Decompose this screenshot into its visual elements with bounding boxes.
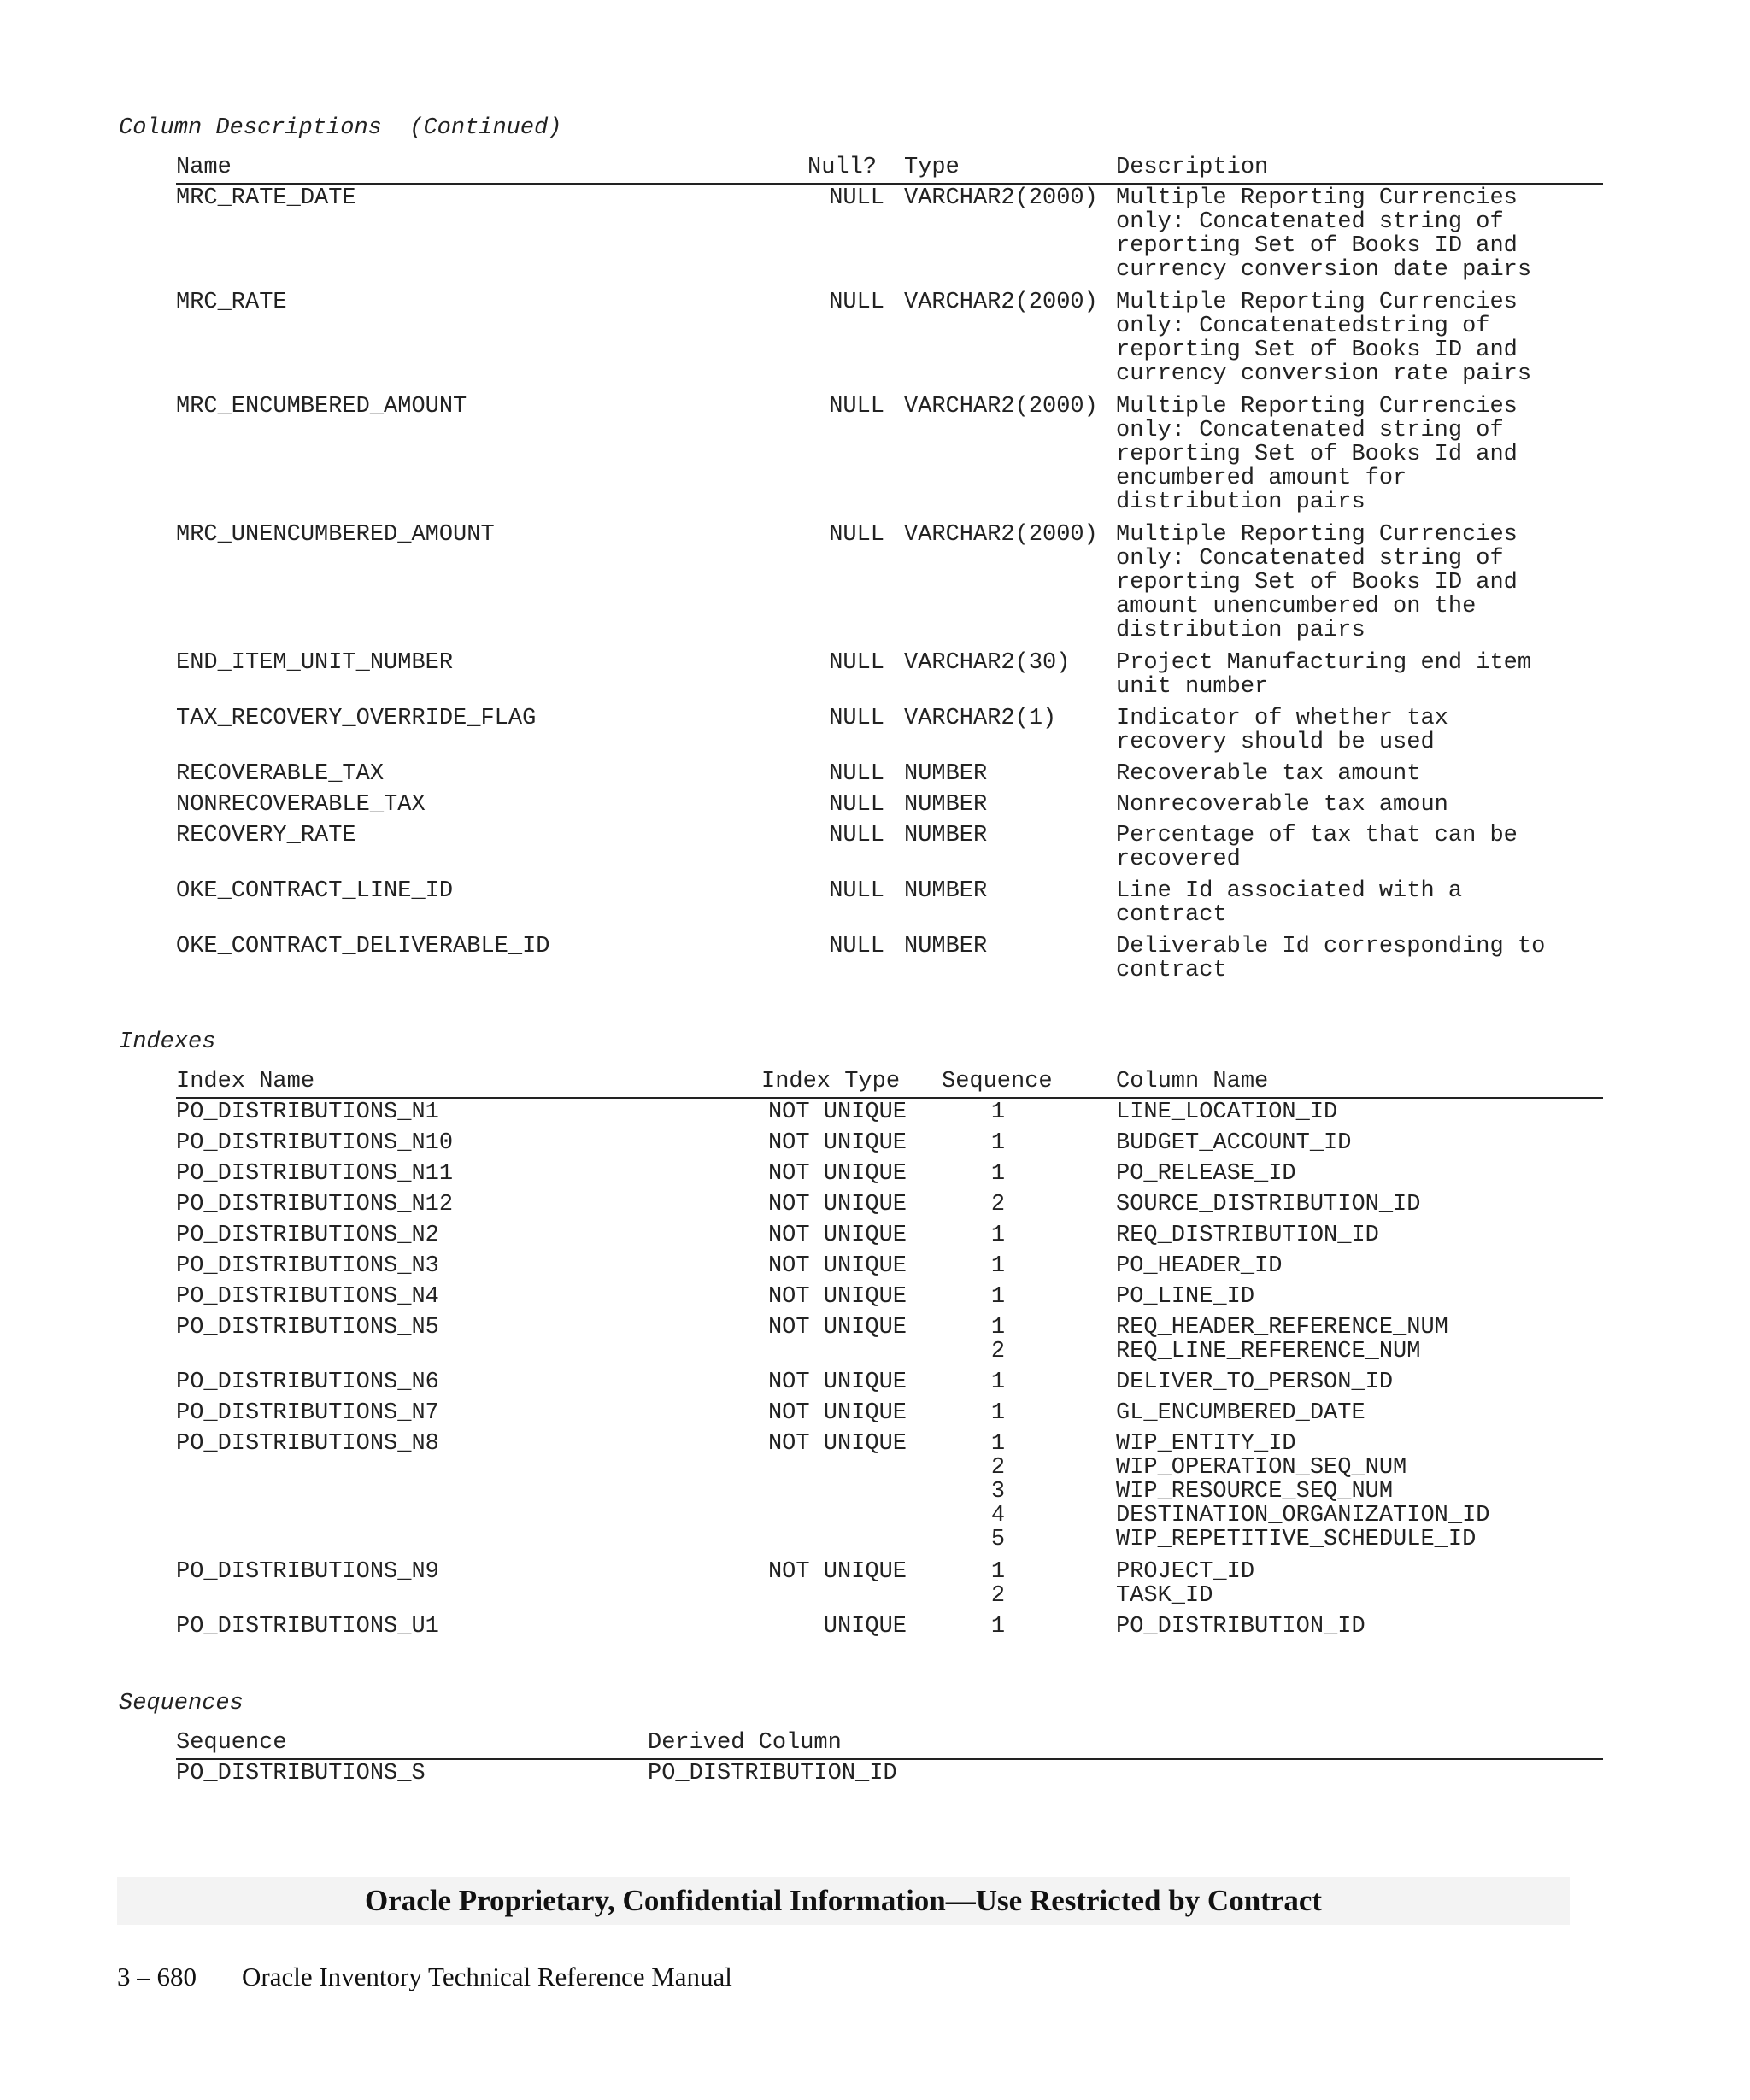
type-cell: VARCHAR2(30) [904, 650, 1071, 676]
index-type-cell: NOT UNIQUE [767, 1431, 907, 1457]
header-index-name: Index Name [176, 1069, 315, 1094]
header-seq-sequence: Sequence [176, 1730, 287, 1756]
sequence-cell: 1 2 3 4 5 [990, 1431, 1006, 1552]
column-name-cell: RECOVERY_RATE [176, 823, 356, 848]
index-type-cell: NOT UNIQUE [767, 1315, 907, 1340]
index-type-cell: NOT UNIQUE [767, 1192, 907, 1217]
index-name-cell: PO_DISTRIBUTIONS_N6 [176, 1370, 439, 1395]
index-type-cell: NOT UNIQUE [767, 1100, 907, 1125]
column-descriptions-title: Column Descriptions (Continued) [119, 115, 562, 141]
index-column-cell: PO_HEADER_ID [1116, 1253, 1283, 1279]
derived-column-cell: PO_DISTRIBUTION_ID [648, 1761, 897, 1786]
sequence-cell: 1 [990, 1614, 1006, 1640]
sequence-cell: 2 [990, 1192, 1006, 1217]
index-name-cell: PO_DISTRIBUTIONS_N7 [176, 1400, 439, 1426]
index-column-cell: PO_DISTRIBUTION_ID [1116, 1614, 1365, 1640]
column-table-header [176, 144, 1603, 185]
column-name-cell: NONRECOVERABLE_TAX [176, 792, 426, 818]
index-column-cell: DELIVER_TO_PERSON_ID [1116, 1370, 1394, 1395]
sequence-cell: 1 [990, 1400, 1006, 1426]
null-cell: NULL [829, 934, 884, 959]
index-type-cell: NOT UNIQUE [767, 1161, 907, 1187]
index-type-cell: NOT UNIQUE [767, 1400, 907, 1426]
description-cell: Line Id associated with a contract [1116, 878, 1463, 928]
sequences-title: Sequences [119, 1691, 244, 1716]
null-cell: NULL [829, 823, 884, 848]
index-column-cell: PROJECT_ID TASK_ID [1116, 1559, 1255, 1609]
description-cell: Multiple Reporting Currencies only: Concatenated string of reporting Set of Books ID and currency conversion date pairs [1116, 185, 1532, 283]
column-name-cell: OKE_CONTRACT_DELIVERABLE_ID [176, 934, 550, 959]
index-column-cell: REQ_DISTRIBUTION_ID [1116, 1223, 1379, 1248]
null-cell: NULL [829, 792, 884, 818]
type-cell: VARCHAR2(2000) [904, 185, 1098, 211]
null-cell: NULL [829, 290, 884, 315]
header-derived-column: Derived Column [648, 1730, 842, 1756]
sequence-cell: 1 [990, 1223, 1006, 1248]
type-cell: NUMBER [904, 934, 988, 959]
description-cell: Percentage of tax that can be recovered [1116, 823, 1518, 872]
manual-title: Oracle Inventory Technical Reference Manual [242, 1962, 732, 1991]
sequence-cell: 1 2 [990, 1559, 1006, 1609]
index-column-cell: GL_ENCUMBERED_DATE [1116, 1400, 1365, 1426]
sequence-cell: 1 [990, 1161, 1006, 1187]
type-cell: VARCHAR2(1) [904, 706, 1057, 731]
sequence-cell: 1 [990, 1130, 1006, 1156]
index-name-cell: PO_DISTRIBUTIONS_N8 [176, 1431, 439, 1457]
index-type-cell: UNIQUE [823, 1614, 907, 1640]
description-cell: Deliverable Id corresponding to contract [1116, 934, 1546, 983]
index-table-header [176, 1058, 1603, 1099]
index-name-cell: PO_DISTRIBUTIONS_N10 [176, 1130, 454, 1156]
index-column-cell: WIP_ENTITY_ID WIP_OPERATION_SEQ_NUM WIP_RESOURCE_SEQ_NUM DESTINATION_ORGANIZATION_ID WIP_REPETITIVE_SCHEDULE_ID [1116, 1431, 1490, 1552]
index-name-cell: PO_DISTRIBUTIONS_N11 [176, 1161, 454, 1187]
type-cell: NUMBER [904, 878, 988, 904]
column-name-cell: MRC_RATE_DATE [176, 185, 356, 211]
sequence-cell: 1 [990, 1253, 1006, 1279]
sequence-name-cell: PO_DISTRIBUTIONS_S [176, 1761, 426, 1786]
column-name-cell: MRC_RATE [176, 290, 287, 315]
index-type-cell: NOT UNIQUE [767, 1284, 907, 1310]
description-cell: Indicator of whether tax recovery should be used [1116, 706, 1448, 755]
header-description: Description [1116, 155, 1269, 180]
header-index-type: Index Type [761, 1069, 901, 1094]
description-cell: Nonrecoverable tax amoun [1116, 792, 1448, 818]
type-cell: VARCHAR2(2000) [904, 522, 1098, 548]
description-cell: Multiple Reporting Currencies only: Concatenatedstring of reporting Set of Books ID and currency conversion rate pairs [1116, 290, 1532, 387]
indexes-title: Indexes [119, 1029, 216, 1055]
column-name-cell: TAX_RECOVERY_OVERRIDE_FLAG [176, 706, 537, 731]
null-cell: NULL [829, 394, 884, 419]
type-cell: NUMBER [904, 761, 988, 787]
index-column-cell: LINE_LOCATION_ID [1116, 1100, 1338, 1125]
column-name-cell: OKE_CONTRACT_LINE_ID [176, 878, 454, 904]
null-cell: NULL [829, 706, 884, 731]
type-cell: NUMBER [904, 823, 988, 848]
header-type: Type [904, 155, 960, 180]
index-name-cell: PO_DISTRIBUTIONS_N5 [176, 1315, 439, 1340]
index-name-cell: PO_DISTRIBUTIONS_N1 [176, 1100, 439, 1125]
null-cell: NULL [829, 761, 884, 787]
column-name-cell: END_ITEM_UNIT_NUMBER [176, 650, 454, 676]
description-cell: Recoverable tax amount [1116, 761, 1421, 787]
index-name-cell: PO_DISTRIBUTIONS_N9 [176, 1559, 439, 1585]
sequence-cell: 1 [990, 1100, 1006, 1125]
index-column-cell: BUDGET_ACCOUNT_ID [1116, 1130, 1352, 1156]
page-number: 3 – 680 [117, 1962, 197, 1991]
index-name-cell: PO_DISTRIBUTIONS_N4 [176, 1284, 439, 1310]
null-cell: NULL [829, 522, 884, 548]
header-column-name: Column Name [1116, 1069, 1269, 1094]
column-name-cell: MRC_UNENCUMBERED_AMOUNT [176, 522, 495, 548]
index-name-cell: PO_DISTRIBUTIONS_N3 [176, 1253, 439, 1279]
index-type-cell: NOT UNIQUE [767, 1130, 907, 1156]
null-cell: NULL [829, 878, 884, 904]
header-null: Null? [807, 155, 878, 180]
sequence-table-header [176, 1719, 1603, 1760]
index-name-cell: PO_DISTRIBUTIONS_N2 [176, 1223, 439, 1248]
index-column-cell: REQ_HEADER_REFERENCE_NUM REQ_LINE_REFERENCE_NUM [1116, 1315, 1448, 1364]
description-cell: Multiple Reporting Currencies only: Concatenated string of reporting Set of Books ID and amount unencumbered on the distribution pairs [1116, 522, 1518, 643]
index-name-cell: PO_DISTRIBUTIONS_U1 [176, 1614, 439, 1640]
index-name-cell: PO_DISTRIBUTIONS_N12 [176, 1192, 454, 1217]
type-cell: NUMBER [904, 792, 988, 818]
confidential-notice: Oracle Proprietary, Confidential Information––Use Restricted by Contract [364, 1884, 1323, 1917]
header-sequence: Sequence [942, 1069, 1053, 1094]
type-cell: VARCHAR2(2000) [904, 394, 1098, 419]
index-type-cell: NOT UNIQUE [767, 1559, 907, 1585]
sequence-cell: 1 [990, 1284, 1006, 1310]
sequence-cell: 1 [990, 1370, 1006, 1395]
header-name: Name [176, 155, 232, 180]
description-cell: Project Manufacturing end item unit number [1116, 650, 1532, 700]
null-cell: NULL [829, 185, 884, 211]
index-column-cell: SOURCE_DISTRIBUTION_ID [1116, 1192, 1421, 1217]
index-type-cell: NOT UNIQUE [767, 1370, 907, 1395]
column-name-cell: RECOVERABLE_TAX [176, 761, 385, 787]
index-type-cell: NOT UNIQUE [767, 1223, 907, 1248]
index-column-cell: PO_LINE_ID [1116, 1284, 1255, 1310]
type-cell: VARCHAR2(2000) [904, 290, 1098, 315]
column-name-cell: MRC_ENCUMBERED_AMOUNT [176, 394, 467, 419]
description-cell: Multiple Reporting Currencies only: Concatenated string of reporting Set of Books Id and encumbered amount for distribution pairs [1116, 394, 1518, 515]
sequence-cell: 1 2 [990, 1315, 1006, 1364]
index-type-cell: NOT UNIQUE [767, 1253, 907, 1279]
null-cell: NULL [829, 650, 884, 676]
index-column-cell: PO_RELEASE_ID [1116, 1161, 1296, 1187]
